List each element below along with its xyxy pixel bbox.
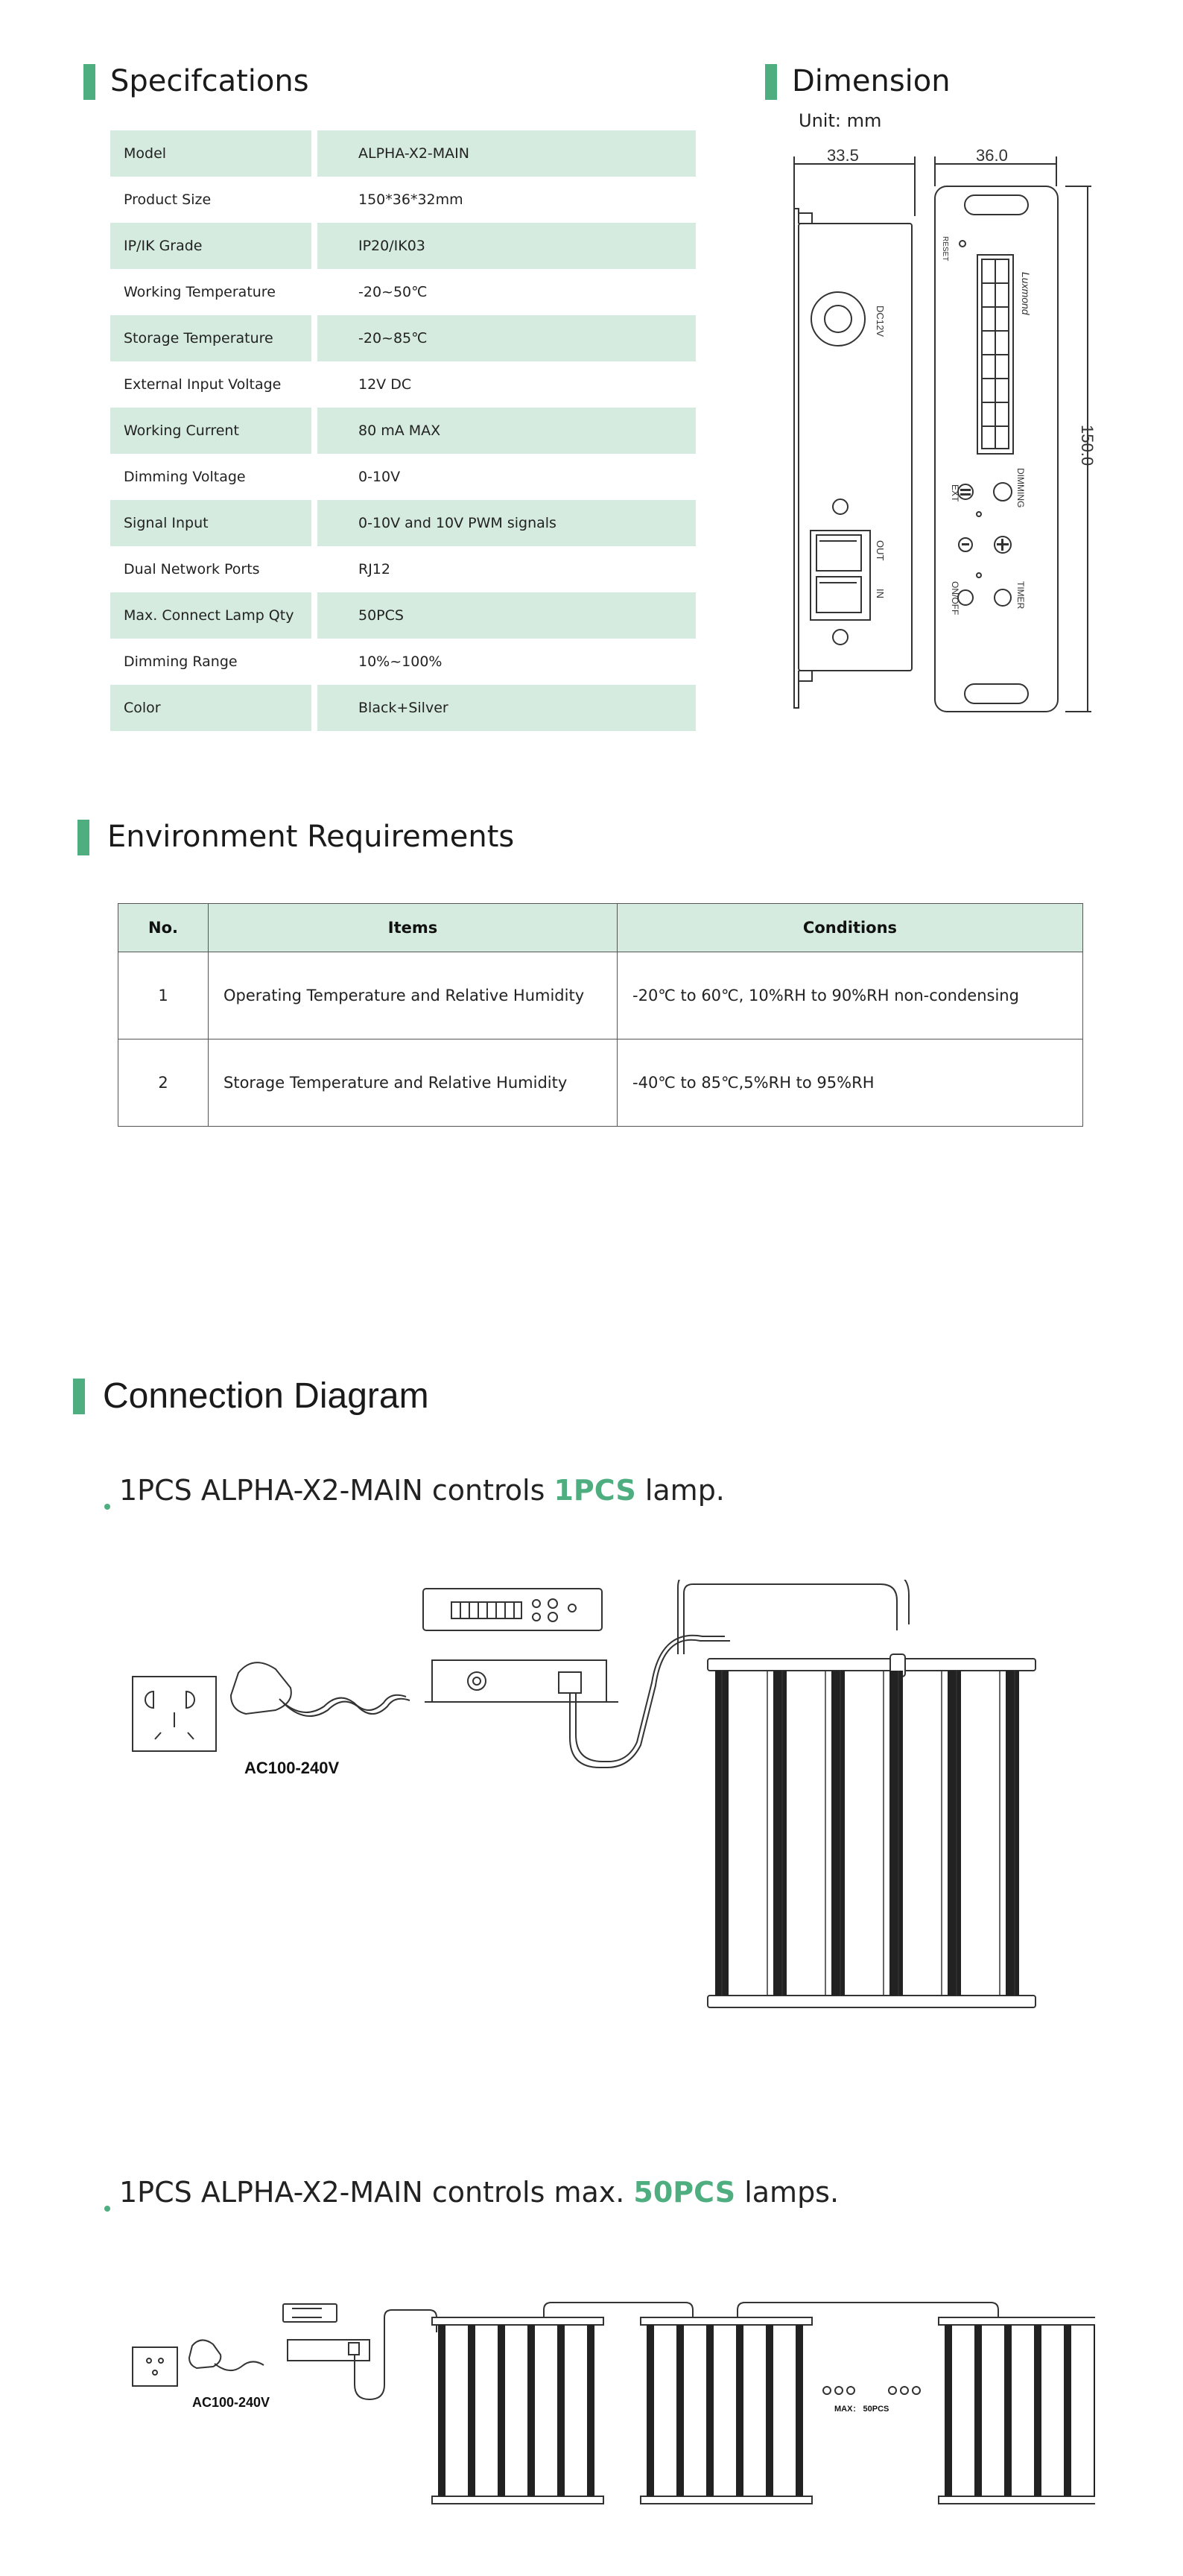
spec-label: Dimming Range	[124, 654, 238, 670]
spec-row	[110, 361, 696, 408]
case1-caption	[119, 1474, 725, 1507]
case1-bullet	[104, 1504, 110, 1510]
environment-row-condition: -40℃ to 85℃,5%RH to 95%RH	[618, 1039, 1083, 1127]
label-in: IN	[875, 589, 886, 598]
spec-divider	[311, 223, 317, 269]
label-ext: EXT	[950, 484, 960, 502]
spec-label: Working Current	[110, 408, 311, 454]
spec-row	[110, 685, 696, 731]
spec-value: 80 mA MAX	[317, 408, 696, 454]
connection-accent-bar	[73, 1379, 85, 1414]
case1-highlight: 1PCS	[554, 1474, 636, 1507]
connection-diagram-single	[127, 1580, 1050, 2012]
spec-value: ALPHA-X2-MAIN	[317, 130, 696, 177]
spec-divider	[311, 315, 317, 361]
dim-front-width: 36.0	[976, 146, 1008, 165]
case2-max-label: MAX： 50PCS	[834, 2405, 889, 2414]
label-out: OUT	[875, 540, 886, 561]
dimension-unit: Unit: mm	[799, 110, 882, 131]
spec-label: Storage Temperature	[110, 315, 311, 361]
spec-row	[110, 500, 696, 546]
spec-row	[110, 177, 696, 223]
spec-label: Max. Connect Lamp Qty	[110, 592, 311, 639]
case2-highlight: 50PCS	[633, 2176, 736, 2209]
spec-value: -20~50℃	[358, 284, 428, 300]
specifications-title: Specifcations	[110, 64, 309, 98]
environment-row-no: 2	[118, 1039, 209, 1127]
environment-header-conditions: Conditions	[618, 904, 1083, 952]
environment-row-no: 1	[118, 952, 209, 1039]
case2-caption	[119, 2176, 839, 2209]
environment-accent-bar	[77, 820, 89, 855]
dimension-drawing	[790, 142, 1103, 723]
connection-title: Connection Diagram	[103, 1376, 429, 1416]
spec-divider	[311, 130, 317, 177]
spec-label: External Input Voltage	[124, 376, 282, 393]
spec-label: IP/IK Grade	[110, 223, 311, 269]
table-row	[118, 952, 1083, 1039]
environment-header-items: Items	[209, 904, 618, 952]
spec-label: Model	[110, 130, 311, 177]
spec-label: Signal Input	[110, 500, 311, 546]
spec-row	[110, 223, 696, 269]
spec-value: 0-10V	[358, 469, 401, 485]
spec-divider	[311, 685, 317, 731]
spec-divider	[311, 361, 317, 408]
spec-divider	[311, 500, 317, 546]
spec-value: IP20/IK03	[317, 223, 696, 269]
dimension-title: Dimension	[792, 64, 951, 98]
case2-power-label: AC100-240V	[192, 2395, 270, 2410]
environment-title: Environment Requirements	[107, 820, 515, 854]
spec-divider	[311, 454, 317, 500]
table-row	[118, 1039, 1083, 1127]
case1-text-pre: 1PCS ALPHA-X2-MAIN controls	[119, 1474, 554, 1507]
label-onoff: ON/OFF	[950, 581, 960, 615]
spec-row	[110, 130, 696, 177]
spec-row	[110, 315, 696, 361]
environment-header-row	[118, 904, 1083, 952]
specifications-accent-bar	[83, 64, 95, 100]
spec-divider	[311, 639, 317, 685]
environment-table	[118, 903, 1083, 1127]
spec-value: 0-10V and 10V PWM signals	[317, 500, 696, 546]
specifications-table	[110, 130, 696, 731]
case1-text-post: lamp.	[635, 1474, 725, 1507]
dimension-accent-bar	[765, 64, 777, 100]
dim-side-width: 33.5	[827, 146, 859, 165]
label-dc12v: DC12V	[875, 306, 886, 337]
spec-label: Color	[110, 685, 311, 731]
label-timer: TIMER	[1015, 581, 1026, 610]
label-dimming: DIMMING	[1015, 468, 1026, 508]
spec-label: Product Size	[124, 192, 212, 208]
spec-value: 10%~100%	[358, 654, 443, 670]
spec-value: -20~85℃	[317, 315, 696, 361]
spec-row	[110, 269, 696, 315]
case2-bullet	[104, 2206, 110, 2212]
spec-row	[110, 408, 696, 454]
spec-row	[110, 592, 696, 639]
spec-row	[110, 546, 696, 592]
spec-divider	[311, 592, 317, 639]
spec-label: Working Temperature	[124, 284, 276, 300]
environment-row-item: Operating Temperature and Relative Humidity	[209, 952, 618, 1039]
environment-row-item: Storage Temperature and Relative Humidity	[209, 1039, 618, 1127]
spec-value: 50PCS	[317, 592, 696, 639]
case1-power-label: AC100-240V	[244, 1759, 340, 1777]
case2-text-pre: 1PCS ALPHA-X2-MAIN controls max.	[119, 2176, 634, 2209]
spec-value: 150*36*32mm	[358, 192, 463, 208]
spec-row	[110, 639, 696, 685]
dim-height: 150.0	[1078, 425, 1097, 466]
label-reset: RESET	[941, 236, 949, 262]
spec-value: Black+Silver	[317, 685, 696, 731]
spec-divider	[311, 177, 317, 223]
spec-divider	[311, 269, 317, 315]
label-brand: Luxmond	[1020, 272, 1032, 315]
spec-value: RJ12	[358, 561, 390, 577]
spec-divider	[311, 546, 317, 592]
connection-diagram-multi	[127, 2295, 1095, 2519]
spec-label: Dual Network Ports	[124, 561, 260, 577]
environment-row-condition: -20℃ to 60℃, 10%RH to 90%RH non-condensing	[618, 952, 1083, 1039]
spec-label: Dimming Voltage	[124, 469, 246, 485]
environment-header-no: No.	[118, 904, 209, 952]
spec-divider	[311, 408, 317, 454]
case2-text-post: lamps.	[735, 2176, 840, 2209]
spec-row	[110, 454, 696, 500]
spec-value: 12V DC	[358, 376, 412, 393]
